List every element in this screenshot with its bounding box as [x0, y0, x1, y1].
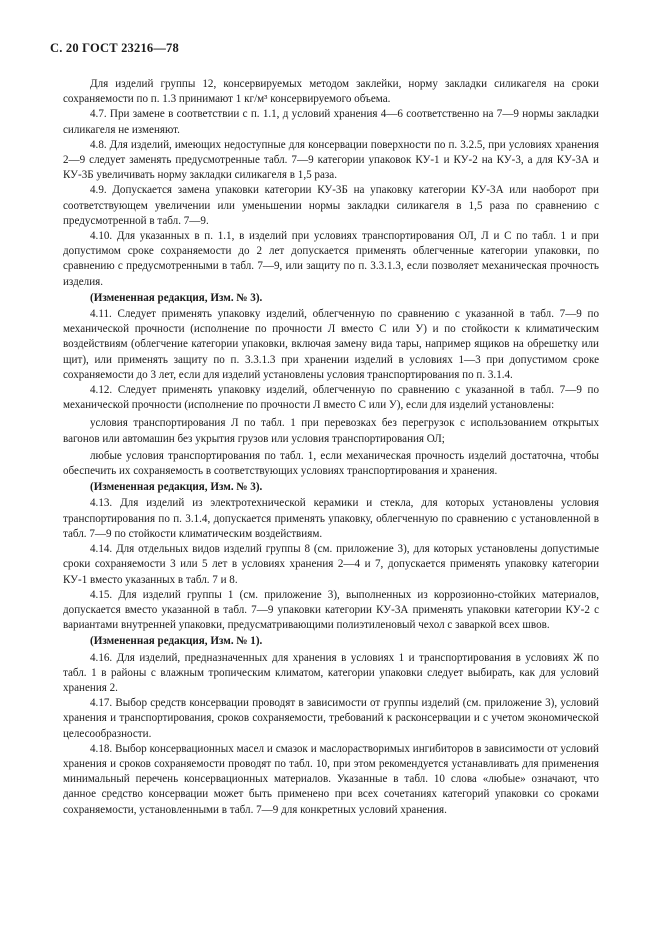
amendment-note: (Измененная редакция, Изм. № 3). — [90, 291, 263, 304]
paragraph: 4.14. Для отдельных видов изделий группы 8 (см. приложение 3), для которых установлены допустимые сроки сохраняемости 3 или 5 лет в условиях хранения 2—4 и 7, допускается применять упаковку категории КУ-1 вместо указанных в табл. 7 и 8. — [63, 543, 599, 586]
paragraph: 4.8. Для изделий, имеющих недоступные для консервации поверхности по п. 3.2.5, при условиях хранения 2—9 следует заменять предусмотренные табл. 7—9 категории упаковок КУ-1 и КУ-2 на КУ-3, а для КУ-3А и КУ-3Б увеличивать норму закладки силикагеля в 1,5 раза. — [63, 138, 599, 182]
paragraph: 4.16. Для изделий, предназначенных для хранения в условиях 1 и транспортирования в условиях Ж по табл. 1 в районы с влажным тропическим климатом, категории упаковки следует выбирать, как для условий хранения 2. — [63, 651, 599, 694]
paragraph: 4.13. Для изделий из электротехнической керамики и стекла, для которых установлены условия транспортирования по п. 3.1.4, допускается применять упаковку, облегченную по сравнению с установленной в табл. 7—9 по стойкости климатическим воздействиям. — [63, 497, 599, 540]
paragraph: 4.10. Для указанных в п. 1.1, в изделий при условиях транспортирования ОЛ, Л и С по табл. 1 и при допустимом сроке сохраняемости до 2 лет допускается применять облегченные категории упаковки, по сравнению с предусмотренными в табл. 7—9, или защиту по п. 3.3.1.3, если позволяет механическая прочность изделия. — [63, 230, 599, 288]
paragraph: 4.12. Следует применять упаковку изделий, облегченную по сравнению с указанной в табл. 7—9 по механической прочности (исполнение по прочности Л вместо С или У), если для изделий установлены: — [63, 384, 599, 412]
paragraph: 4.11. Следует применять упаковку изделий, облегченную по сравнению с указанной в табл. 7—9 по механической прочности (исполнение по прочности Л вместо С или У) и по стойкости к климатическим воздействиям (облегчение категории упаковки, включая замену вида тары, например ящиков на обрешетку или щит), или применять защиту по п. 3.3.1.3 при хранении изделий в условиях 1—3 при допустимом сроке сохраняемости до 3 лет, если для изделий установлены условия транспортирования по п. 3.1.4. — [63, 308, 599, 381]
paragraph: условия транспортирования Л по табл. 1 при перевозках без перегрузок с использованием открытых вагонов или автомашин без укрытия грузов или условия транспортирования ОЛ; — [63, 417, 599, 445]
page-header: С. 20 ГОСТ 23216—78 — [50, 41, 179, 55]
amendment-note: (Измененная редакция, Изм. № 3). — [90, 481, 263, 494]
paragraph: 4.18. Выбор консервационных масел и смазок и маслорастворимых ингибиторов в зависимости от условий хранения и сроков сохраняемости проводят по табл. 10, при этом рекомендуется устанавливать для применения минимальный перечень консервационных материалов. Указанные в табл. 10 слова «любые» означают, что данное средство консервации может быть применено при всех сочетаниях категорий упаковки со сроками сохраняемости, установленными в табл. 7—9 для конкретных условий хранения. — [63, 742, 599, 816]
paragraph: 4.7. При замене в соответствии с п. 1.1, д условий хранения 4—6 соответственно на 7—9 нормы закладки силикагеля не изменяют. — [63, 108, 599, 136]
paragraph: Для изделий группы 12, консервируемых методом заклейки, норму закладки силикагеля на сроки сохраняемости по п. 1.3 принимают 1 кг/м³ консервируемого объема. — [63, 78, 599, 106]
paragraph: любые условия транспортирования по табл. 1, если механическая прочность изделий достаточна, чтобы обеспечить их сохраняемость в соответствующих условиях транспортирования и хранения. — [63, 449, 599, 478]
paragraph: 4.17. Выбор средств консервации проводят в зависимости от группы изделий (см. приложение 3), условий хранения и транспортирования, сроков сохраняемости, требований к расконсервации и с учетом экономической целесообразности. — [63, 697, 599, 740]
paragraph: 4.15. Для изделий группы 1 (см. приложение 3), выполненных из коррозионно-стойких материалов, допускается вместо указанной в табл. 7—9 упаковки категории КУ-3А применять упаковки категории КУ-2 с вариантами внутренней упаковки, предусматривающими полиэтиленовый чехол с заваркой всех швов. — [63, 588, 599, 632]
document-body — [63, 77, 599, 818]
amendment-note: (Измененная редакция, Изм. № 1). — [90, 635, 263, 648]
paragraph: 4.9. Допускается замена упаковки категории КУ-3Б на упаковку категории КУ-3А или наоборот при соответствующем увеличении или уменьшении нормы закладки силикагеля в 1,5 раза по сравнению с предусмотренной в табл. 7—9. — [63, 184, 599, 227]
